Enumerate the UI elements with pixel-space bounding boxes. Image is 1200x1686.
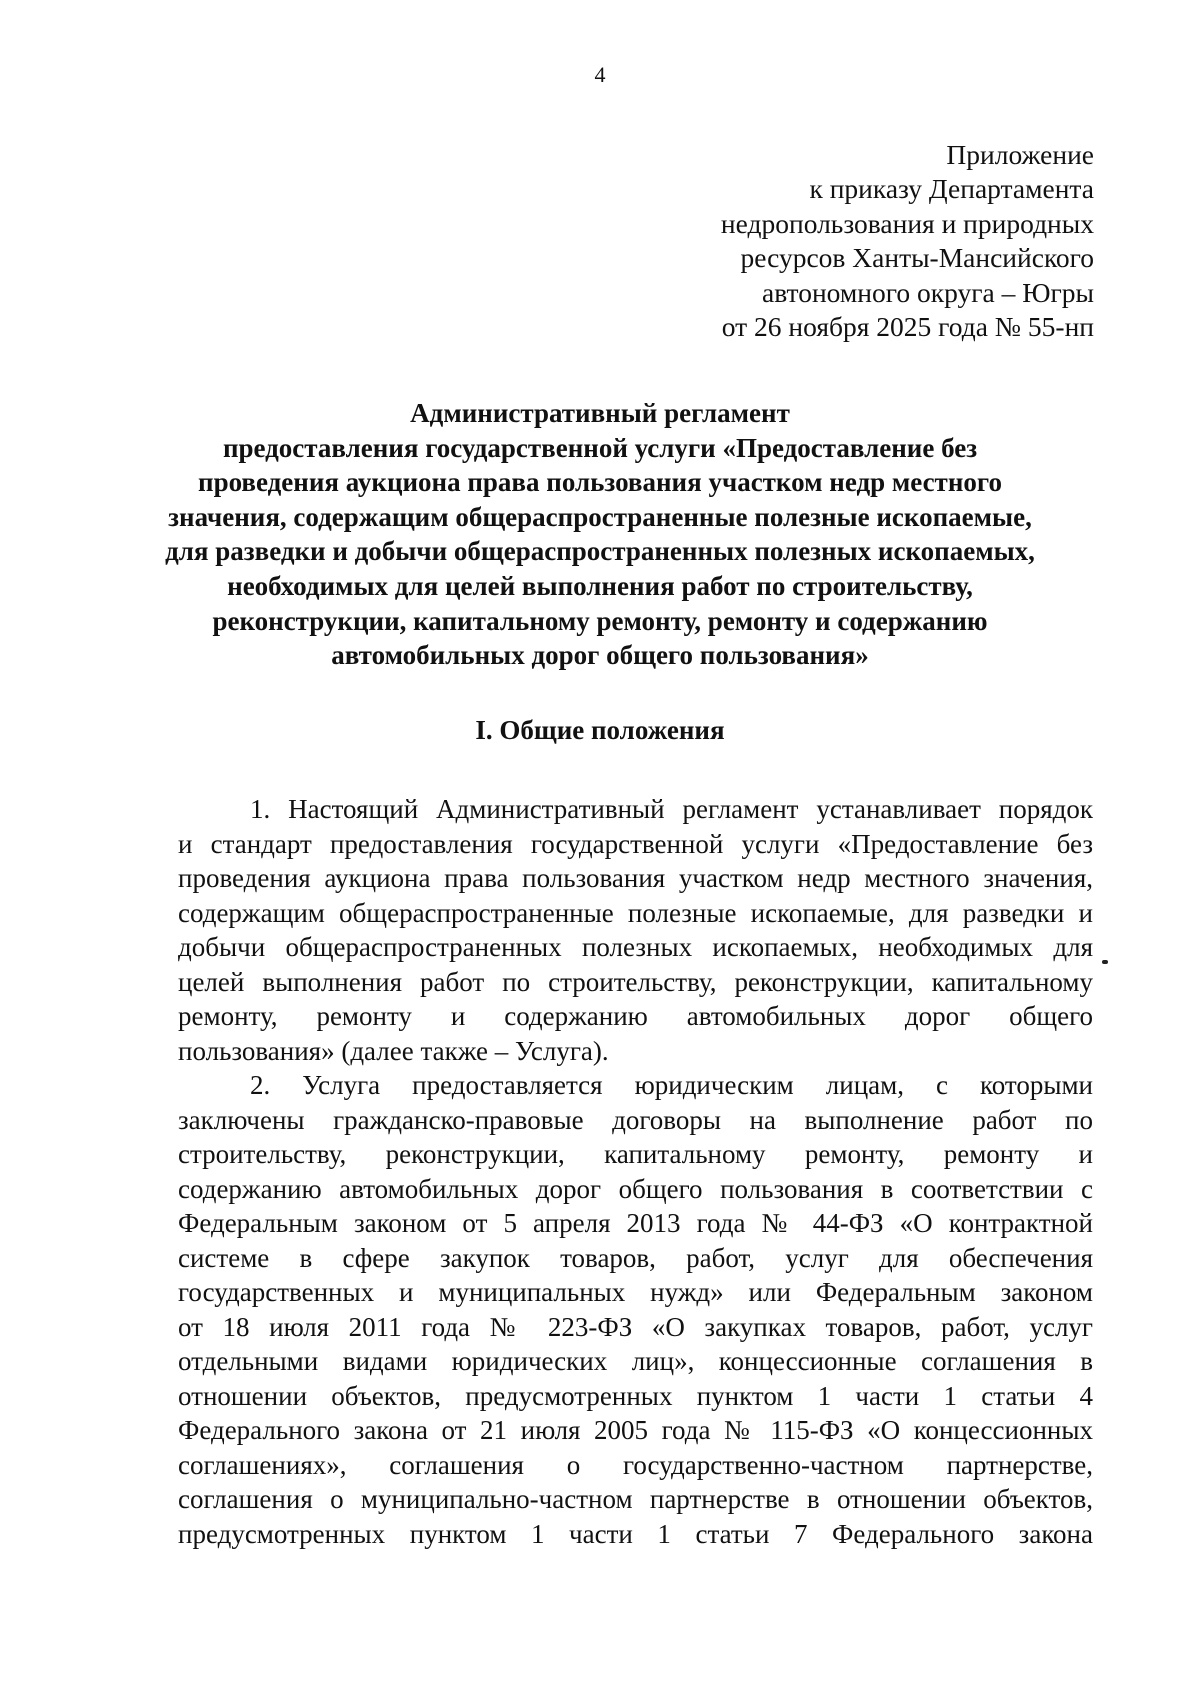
page-number: 4 [594, 62, 606, 87]
appendix-line: ресурсов Ханты-Мансийского [740, 242, 1094, 274]
text-line: содержанию автомобильных дорог общего пользования в соответствии с [178, 1173, 1093, 1204]
title-line: предоставления государственной услуги «Предоставление без [222, 432, 978, 463]
text-line: целей выполнения работ по строительству, реконструкции, капитальному [178, 966, 1093, 997]
title-line: проведения аукциона права пользования участком недр местного [198, 467, 1002, 498]
paragraph-2 [178, 1068, 1093, 1551]
section-heading: I. Общие положения [475, 715, 725, 745]
text-line: от 18 июля 2011 года № 223-ФЗ «О закупках товаров, работ, услуг [178, 1311, 1093, 1342]
text-line: Федеральным законом от 5 апреля 2013 года № 44-ФЗ «О контрактной [178, 1208, 1093, 1238]
appendix-line: к приказу Департамента [809, 173, 1094, 205]
text-line: добычи общераспространенных полезных ископаемых, необходимых для [178, 932, 1093, 962]
scan-mark [1102, 960, 1108, 964]
title-line: необходимых для целей выполнения работ по строительству, [227, 570, 973, 601]
title-line: Административный регламент [410, 398, 790, 428]
title-line: значения, содержащим общераспространенные полезные ископаемые, [168, 501, 1032, 532]
text-line: 2. Услуга предоставляется юридическим лицам, с которыми [250, 1070, 1093, 1100]
appendix-line: Приложение [946, 139, 1094, 170]
paragraph-1 [178, 792, 1093, 1068]
text-line: Федерального закона от 21 июля 2005 года № 115-ФЗ «О концессионных [178, 1415, 1093, 1445]
text-line: проведения аукциона права пользования участком недр местного значения, [178, 863, 1093, 893]
text-line: соглашения о муниципально-частном партнерстве в отношении объектов, [178, 1484, 1093, 1514]
document-title [0, 396, 1200, 673]
appendix-line: недропользования и природных [720, 207, 1094, 239]
text-line: заключены гражданско-правовые договоры на выполнение работ по [178, 1104, 1093, 1135]
body-text [178, 792, 1093, 1551]
text-line: ремонту, ремонту и содержанию автомобильных дорог общего [178, 1001, 1093, 1031]
text-line: системе в сфере закупок товаров, работ, услуг для обеспечения [178, 1242, 1093, 1273]
text-line: пользования» (далее также – Услуга). [178, 1035, 609, 1066]
appendix-line: автономного округа – Югры [762, 276, 1094, 308]
text-line: отдельными видами юридических лиц», концессионные соглашения в [178, 1346, 1093, 1376]
title-line: реконструкции, капитальному ремонту, ремонту и содержанию [212, 605, 988, 636]
title-line: автомобильных дорог общего пользования» [331, 640, 869, 671]
text-line: соглашениях», соглашения о государственно-частном партнерстве, [178, 1449, 1093, 1480]
text-line: государственных и муниципальных нужд» или Федеральным законом [178, 1277, 1093, 1307]
text-line: отношении объектов, предусмотренных пунктом 1 части 1 статьи 4 [178, 1380, 1093, 1411]
title-line: для разведки и добычи общераспространенных полезных ископаемых, [165, 536, 1035, 567]
text-line: 1. Настоящий Административный регламент устанавливает порядок [250, 794, 1093, 824]
appendix-block [721, 138, 1094, 344]
text-line: содержащим общераспространенные полезные ископаемые, для разведки и [178, 897, 1093, 928]
text-line: предусмотренных пунктом 1 части 1 статьи 7 Федерального закона [178, 1518, 1093, 1549]
text-line: и стандарт предоставления государственной услуги «Предоставление без [178, 828, 1093, 859]
text-line: строительству, реконструкции, капитальному ремонту, ремонту и [178, 1139, 1093, 1169]
appendix-line: от 26 ноября 2025 года № 55-нп [721, 311, 1094, 343]
